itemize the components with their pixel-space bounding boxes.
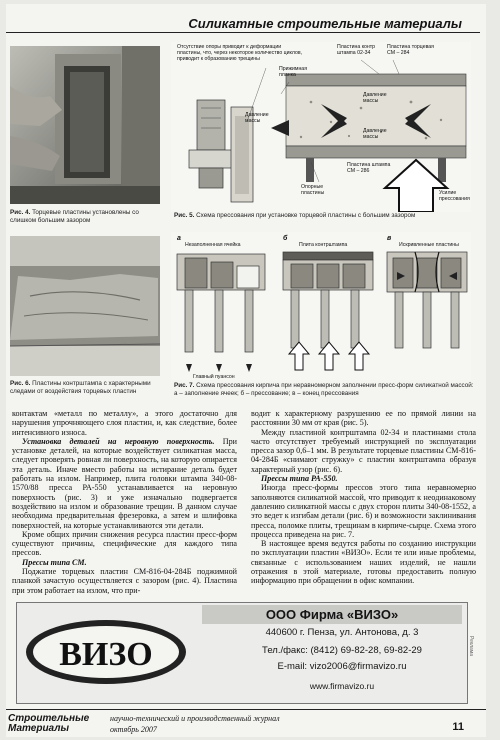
fig5-number: Рис. 5. bbox=[174, 212, 195, 219]
company-email: E-mail: vizo2006@firmavizo.ru bbox=[277, 661, 407, 672]
subsection-heading: Прессы типа РА-550. bbox=[261, 474, 338, 484]
magazine-logo-line2: Материалы bbox=[8, 723, 69, 734]
fig4-number: Рис. 4. bbox=[10, 209, 31, 216]
fig5-label-press-force: Усилие прессования bbox=[439, 190, 470, 202]
fig6-photo bbox=[10, 236, 160, 376]
paragraph-text: При установке деталей, на которые воздействует силикатная масса, следует проверять ровная ли поверхность, на которую опирается эта деталь. Иначе вместо работы на истирание деталь будет работать на излом. Например, плита головки штампа 340-08-1570/88 пресса РА-550 устанавливается на неровную поверхность (рис. 3) и уже изначально подвергается воздействию на излом и образование трещин. В данном случае необходима предварительная фрезеровка, а затем и шлифовка поверхностей, на которые устанавливаются эти детали. bbox=[12, 436, 238, 530]
section-title: Силикатные строительные материалы bbox=[188, 16, 462, 31]
fig5-label-pressure-top: Давление массы bbox=[363, 92, 387, 104]
section-heading: Установка деталей на неровную поверхность. bbox=[22, 436, 215, 446]
fig7-label-b: б bbox=[283, 235, 288, 242]
body-paragraph: контактам «металл по металлу», а этого достаточно для нарушения упрочняющего слоя пластин, и, как следствие, более интенсивного износа. bbox=[12, 409, 237, 437]
magazine-page bbox=[6, 4, 486, 737]
fig7-diagram bbox=[171, 232, 471, 380]
body-paragraph: Поджатие торцевых пластин СМ-816-04-284Б поджимной планкой зачастую осуществляется с зазором (рис. 4). Пластина при этом работает на излом, что при- bbox=[12, 567, 237, 595]
body-paragraph: Кроме общих причин снижения ресурса пластин пресс-форм существуют причины, специфические для каждого типа прессов. bbox=[12, 529, 237, 558]
fig7-label-a: а bbox=[177, 235, 181, 242]
vizo-logo bbox=[21, 617, 191, 687]
fig5-label-pressure-left: Давление массы bbox=[245, 112, 269, 124]
fig7-label-curved: Искривленные пластины bbox=[399, 242, 459, 248]
fig5-label-plate-shtamp: Пластина штампа СМ – 286 bbox=[347, 162, 391, 174]
subsection-heading: Прессы типа СМ. bbox=[22, 557, 87, 567]
body-column-right bbox=[251, 409, 476, 586]
fig5-label-pressure-bottom: Давление массы bbox=[363, 128, 387, 140]
fig7-label-v: в bbox=[387, 235, 392, 242]
company-website[interactable]: www.firmavizo.ru bbox=[309, 681, 375, 691]
fig5-caption bbox=[174, 212, 474, 220]
magazine-logo-line1: Строительные bbox=[8, 713, 90, 724]
magazine-logo bbox=[8, 714, 104, 734]
fig7-text: Схема прессования кирпича при неравномерном заполнении пресс-форм силикатной массой: а – заполнение ячеек; б – прессование; в – конец прессования bbox=[174, 382, 474, 397]
ad-side-mark: Реклама bbox=[467, 635, 474, 657]
body-paragraph: В настоящее время ведутся работы по созданию инструкции по эксплуатации пластин «ВИЗО». Если те или иные проблемы, связанные с использованием наших изделий, не нашли отражения в этой материале, готовы предоставить полную информацию при обращении в офис компании. bbox=[251, 539, 476, 586]
issue-date: октябрь 2007 bbox=[110, 725, 157, 734]
company-address: 440600 г. Пенза, ул. Антонова, д. 3 bbox=[265, 627, 419, 638]
fig5-label-plate-kontr: Пластина контр штампа 02-34 bbox=[337, 44, 376, 56]
company-phone: Тел./факс: (8412) 69-82-28, 69-82-29 bbox=[262, 645, 422, 656]
fig5-label-support-plates: Опорные пластины bbox=[301, 184, 325, 196]
fig7-label-unfilled: Незаполненная ячейка bbox=[185, 242, 241, 248]
body-paragraph: Иногда пресс-формы прессов этого типа неравномерно заполняются силикатной массой, что приводит к неодинаковому давлению силикатной массы с двух сторон плиты 340-08-1552, а это ведет к изгибам детали (рис. 6) и возможности заклинивания пресса, поломке плиты, трещинам в кирпиче-сырце. Схема этого процесса приведена на рис. 7. bbox=[251, 483, 476, 539]
fig7-number: Рис. 7. bbox=[174, 382, 195, 389]
page-footer bbox=[6, 709, 486, 738]
fig4-text: Торцевые пластины установлены со слишком большим зазором bbox=[10, 209, 139, 224]
fig5-label-spring: Прижимная планка bbox=[279, 66, 308, 78]
fig4-photo bbox=[10, 46, 160, 204]
fig7-label-plate: Плита контрштампа bbox=[299, 242, 348, 248]
fig5-text: Схема прессования при установке торцевой пластины с большим зазором bbox=[196, 212, 416, 219]
fig7-caption bbox=[174, 382, 474, 398]
fig5-label-support-absence: Отсутствие опоры приводит к деформации пластины, что, через некоторое количество циклов, приводит к образованию трещины bbox=[177, 44, 303, 62]
company-name: ООО Фирма «ВИЗО» bbox=[202, 605, 462, 624]
fig6-caption bbox=[10, 380, 162, 396]
fig6-text: Пластины контрштампа с характерными следами от воздействия торцевых пластин bbox=[10, 380, 151, 395]
logo-text: ВИЗО bbox=[59, 636, 153, 673]
body-paragraph bbox=[12, 437, 237, 530]
body-column-left bbox=[12, 409, 237, 595]
fig5-diagram bbox=[171, 42, 471, 212]
page-header bbox=[6, 10, 480, 33]
body-paragraph: водит к характерному разрушению ее по прямой линии на расстоянии 30 мм от края (рис. 5). bbox=[251, 409, 476, 428]
advertisement bbox=[16, 602, 474, 704]
fig5-label-plate-tors: Пластина торцевая СМ – 284 bbox=[387, 44, 434, 56]
fig6-number: Рис. 6. bbox=[10, 380, 31, 387]
fig7-label-punch: Главный пуансон bbox=[193, 374, 235, 380]
fig4-caption bbox=[10, 209, 160, 225]
page-number: 11 bbox=[452, 721, 464, 733]
body-paragraph: Между пластиной контрштампа 02-34 и пластинами стола часто отсутствует требуемый инструкцией по эксплуатации пресса зазор 0,6–1 мм. В результате торцевые пластины СМ-816-04-284Б «снимают стружку» с пластин контрштампа образуя характерный узор (рис. 6). bbox=[251, 427, 476, 474]
magazine-description: научно-технический и производственный журнал bbox=[110, 714, 280, 723]
